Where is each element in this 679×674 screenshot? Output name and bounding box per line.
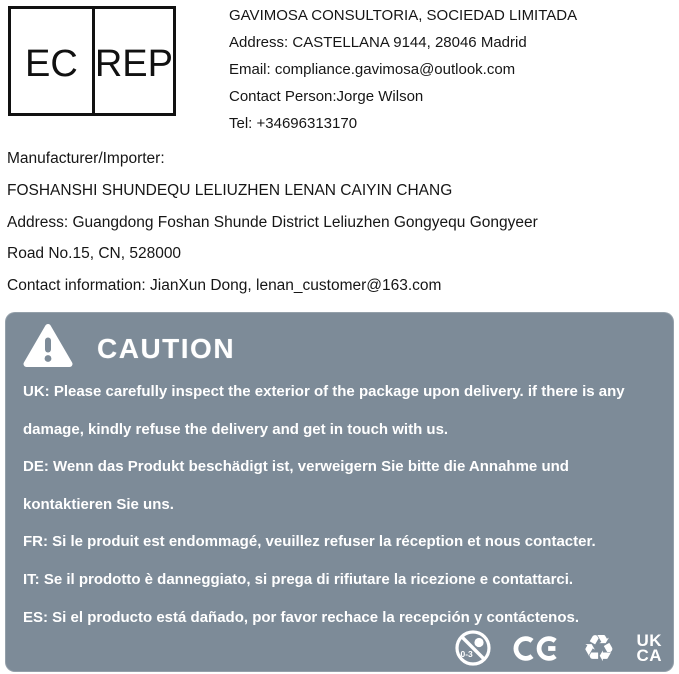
warning-line-de-2: kontaktieren Sie uns. (23, 495, 174, 513)
representative-email: Email: compliance.gavimosa@outlook.com (229, 61, 516, 78)
caution-header (23, 324, 235, 374)
ec-rep-symbol (8, 6, 176, 116)
age-0-3-prohibition-icon (454, 629, 492, 667)
compliance-icons-row (454, 626, 662, 670)
manufacturer-address-line1: Address: Guangdong Foshan Shunde District Leliuzhen Gongyequ Gongyeer (7, 213, 538, 231)
ukca-line2: CA (636, 646, 662, 665)
manufacturer-address-line2: Road No.15, CN, 528000 (7, 245, 182, 263)
warning-line-de-1: DE: Wenn das Produkt beschädigt ist, verweigern Sie bitte die Annahme und (23, 458, 569, 476)
manufacturer-name: FOSHANSHI SHUNDEQU LELIUZHEN LENAN CAIYIN CHANG (7, 181, 453, 199)
warning-line-fr: FR: Si le produit est endommagé, veuillez refuser la réception et nous contacter. (23, 533, 596, 551)
recycling-glyph: ♻ (582, 626, 616, 670)
warning-line-uk-2: damage, kindly refuse the delivery and get in touch with us. (23, 420, 449, 438)
warning-line-es: ES: Si el producto está dañado, por favor rechace la recepción y contáctenos. (23, 608, 579, 626)
caution-panel (5, 312, 674, 672)
warning-line-it: IT: Se il prodotto è danneggiato, si prega di rifiutare la ricezione e contattarci. (23, 570, 574, 588)
ukca-mark-icon (636, 633, 662, 663)
ce-mark-icon (513, 635, 561, 662)
ec-rep-left-cell: EC (11, 9, 95, 113)
manufacturer-contact: Contact information: JianXun Dong, lenan_customer@163.com (7, 277, 442, 295)
representative-tel: Tel: +34696313170 (229, 115, 358, 132)
manufacturer-label: Manufacturer/Importer: (7, 150, 165, 167)
manufacturer-info (7, 143, 538, 302)
svg-text:0-3: 0-3 (460, 649, 474, 659)
ukca-line1: UK (636, 631, 662, 650)
ec-rep-right-cell: REP (94, 42, 173, 85)
caution-title: CAUTION (97, 333, 236, 364)
representative-address: Address: CASTELLANA 9144, 28046 Madrid (229, 34, 527, 51)
warning-triangle-icon (23, 324, 73, 374)
representative-contact-person: Contact Person:Jorge Wilson (229, 88, 424, 105)
warning-text-block (23, 373, 660, 636)
warning-line-uk-1: UK: Please carefully inspect the exterior of the package upon delivery. if there is any (23, 383, 625, 400)
representative-name: GAVIMOSA CONSULTORIA, SOCIEDAD LIMITADA (229, 7, 578, 24)
representative-info (229, 2, 577, 137)
recycling-icon (582, 626, 616, 670)
